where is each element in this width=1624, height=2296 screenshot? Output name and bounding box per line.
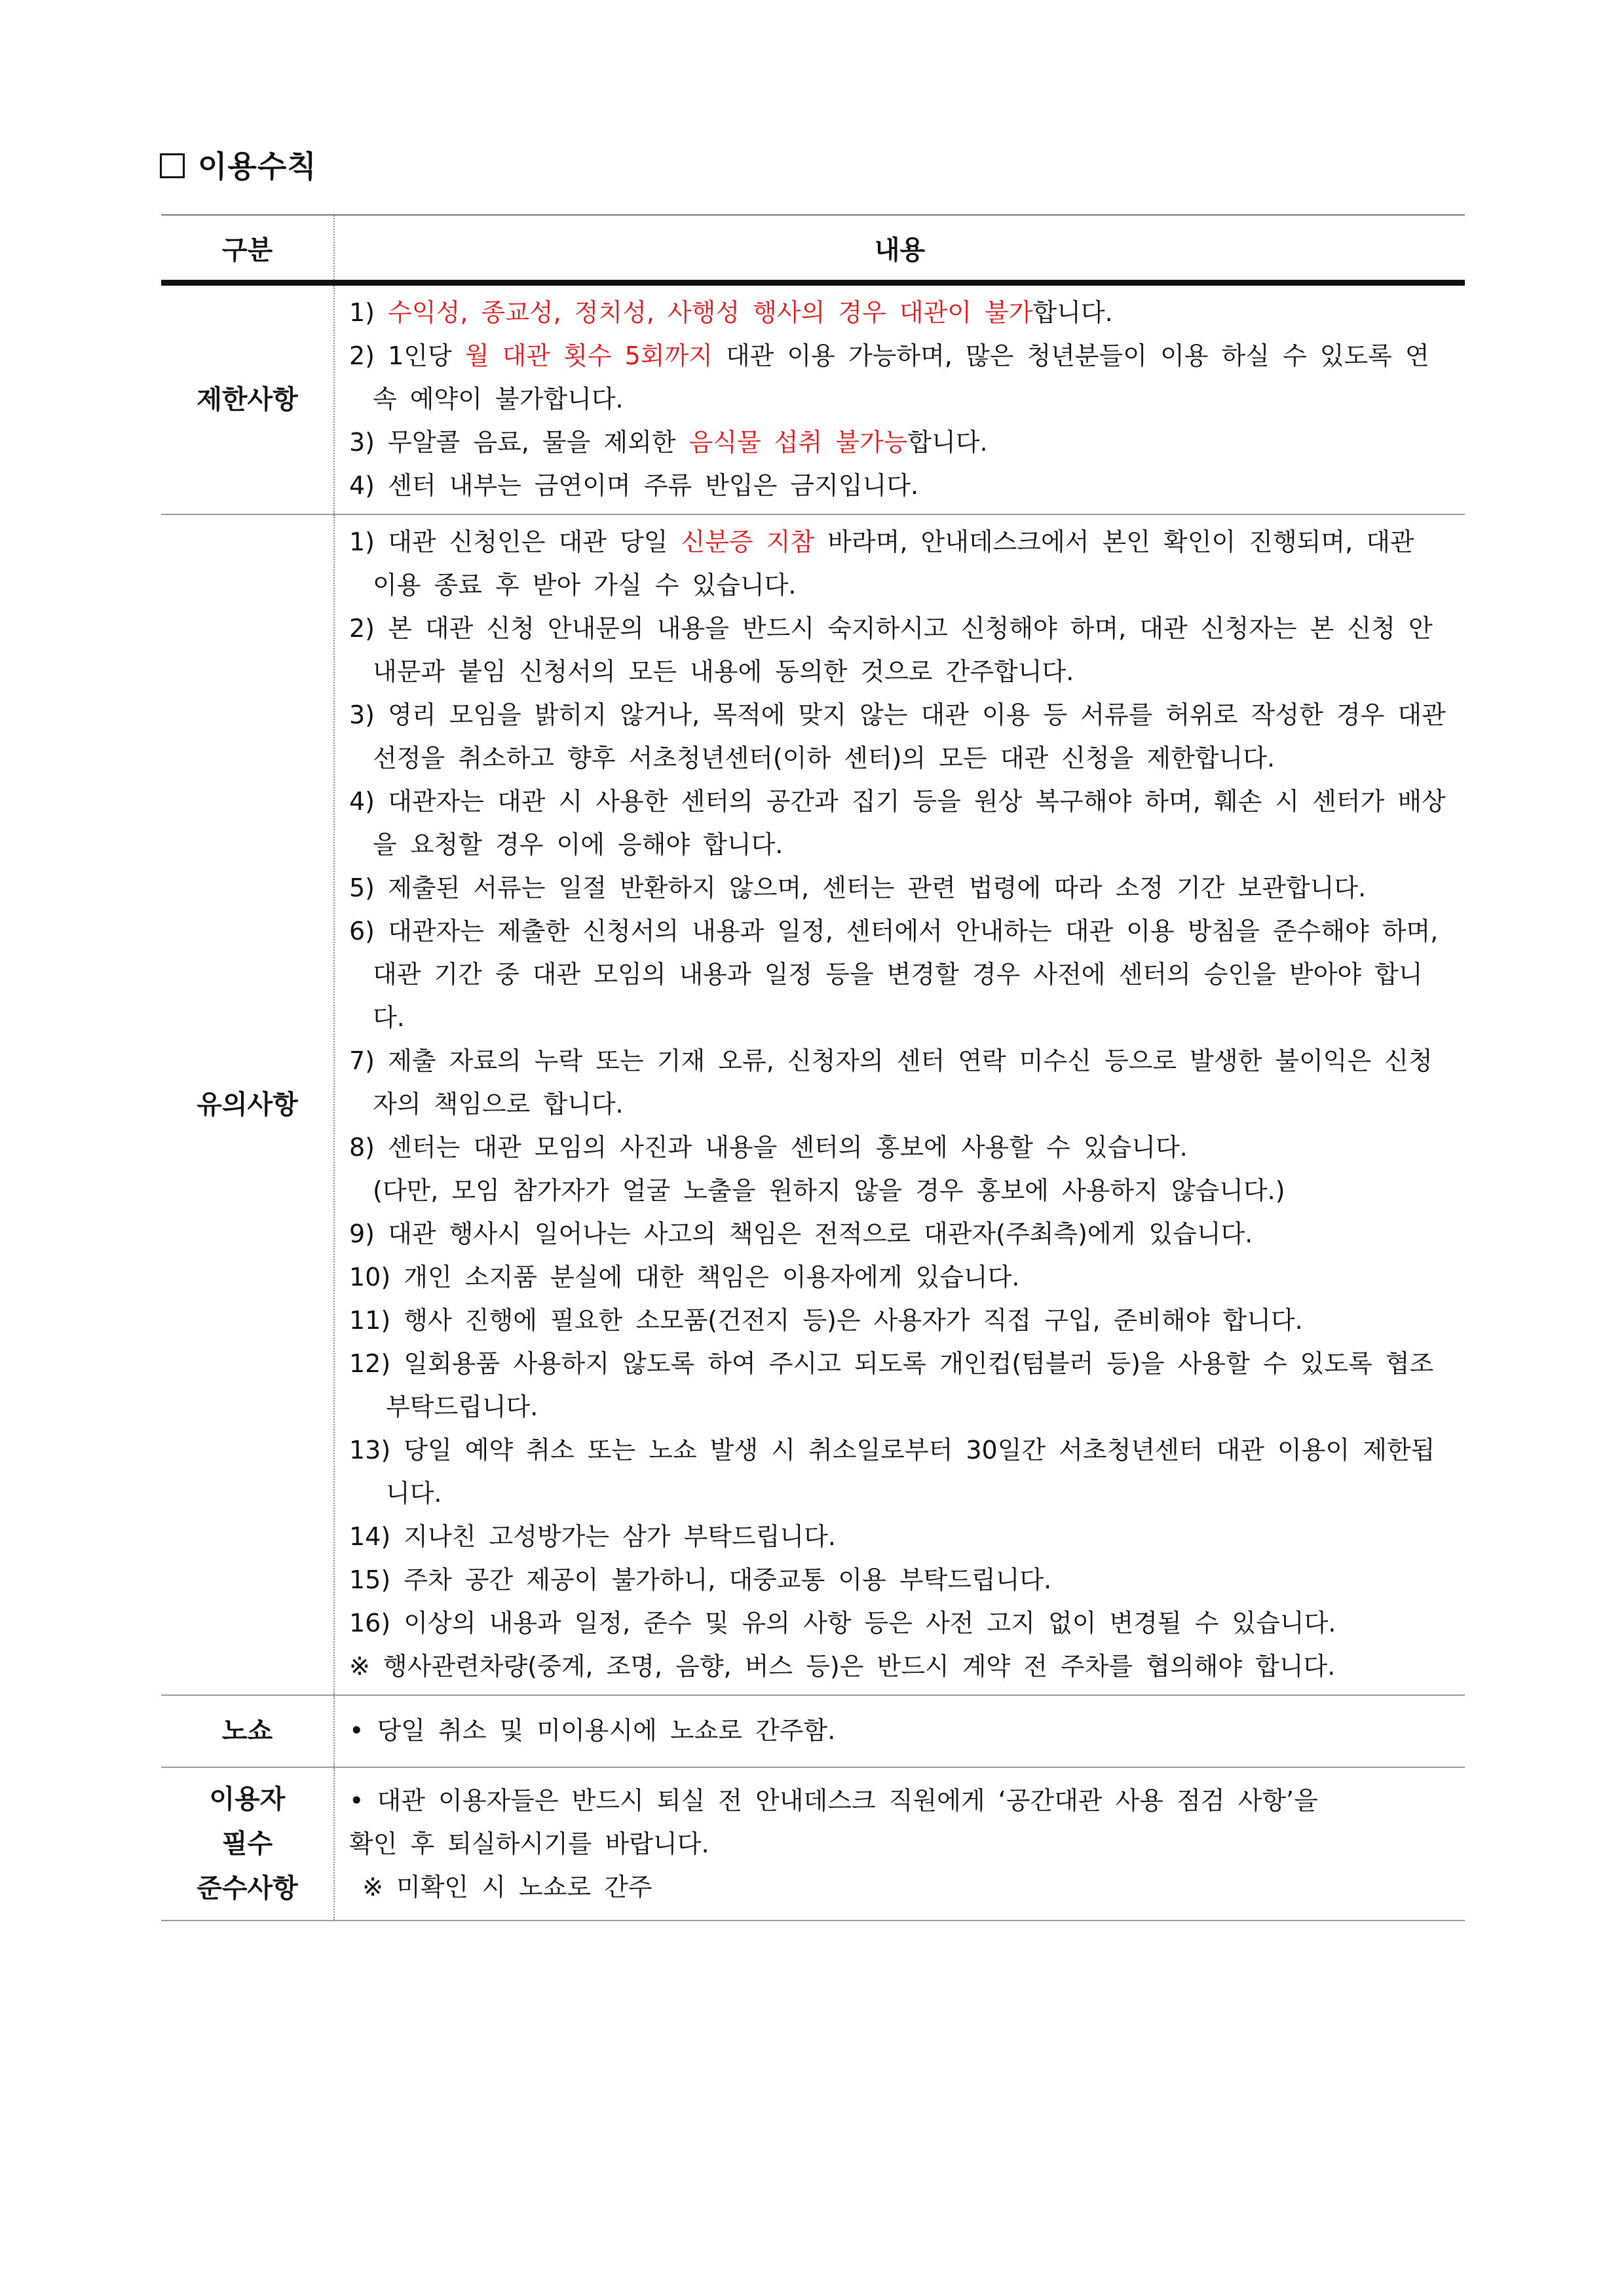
- page-title-text: 이용수칙: [198, 149, 317, 184]
- table-row-noshow: [161, 1695, 1465, 1767]
- notes-footnote: ※ 행사관련차량(중계, 조명, 음향, 버스 등)은 반드시 계약 전 주차를 협의해야 합니다.: [349, 1652, 1336, 1681]
- list-item: 16) 이상의 내용과 일정, 준수 및 유의 사항 등은 사전 고지 없이 변경될 수 있습니다.: [349, 1609, 1336, 1637]
- highlight-text: 음식물 섭취 불가능: [689, 428, 908, 457]
- restrictions-content: [334, 283, 1465, 515]
- list-item: 4) 대관자는 대관 시 사용한 센터의 공간과 집기 등을 원상 복구해야 하며, 훼손 시 센터가 배상을 요청할 경우 이에 응해야 합니다.: [349, 787, 1446, 859]
- highlight-text: 신분증 지참: [681, 527, 815, 556]
- header-content: 내용: [334, 215, 1465, 283]
- list-item: 9) 대관 행사시 일어나는 사고의 책임은 전적으로 대관자(주최측)에게 있습니다.: [349, 1219, 1253, 1248]
- list-item: 8) 센터는 대관 모임의 사진과 내용을 센터의 홍보에 사용할 수 있습니다. (다만, 모임 참가자가 얼굴 노출을 원하지 않을 경우 홍보에 사용하지 않습니다.): [349, 1133, 1285, 1205]
- category-restrictions: 제한사항: [161, 283, 334, 515]
- list-item: 11) 행사 진행에 필요한 소모품(건전지 등)은 사용자가 직접 구입, 준비해야 합니다.: [349, 1306, 1303, 1335]
- noshow-content: [334, 1695, 1465, 1767]
- list-item: 3) 무알콜 음료, 물을 제외한 음식물 섭취 불가능합니다.: [349, 428, 988, 457]
- list-item: 15) 주차 공간 제공이 불가하니, 대중교통 이용 부탁드립니다.: [349, 1565, 1052, 1594]
- list-item: 2) 1인당 월 대관 횟수 5회까지 대관 이용 가능하며, 많은 청년분들이 이용 하실 수 있도록 연속 예약이 불가합니다.: [349, 341, 1429, 413]
- table-header-row: [161, 215, 1465, 283]
- required-content: [334, 1767, 1465, 1921]
- list-item-sub: (다만, 모임 참가자가 얼굴 노출을 원하지 않을 경우 홍보에 사용하지 않습니다.): [373, 1176, 1285, 1205]
- rules-table: [161, 214, 1465, 1921]
- list-item: 5) 제출된 서류는 일절 반환하지 않으며, 센터는 관련 법령에 따라 소정 기간 보관합니다.: [349, 873, 1367, 902]
- category-required: 이용자 필수 준수사항: [161, 1767, 334, 1921]
- table-row-notes: [161, 514, 1465, 1695]
- highlight-text: 월 대관 횟수 5회까지: [464, 341, 713, 370]
- list-item: 1) 수익성, 종교성, 정치성, 사행성 행사의 경우 대관이 불가합니다.: [349, 298, 1113, 327]
- checkbox-square-icon: [160, 153, 185, 178]
- table-row-required: [161, 1767, 1465, 1921]
- list-item: 2) 본 대관 신청 안내문의 내용을 반드시 숙지하시고 신청해야 하며, 대관 신청자는 본 신청 안내문과 붙임 신청서의 모든 내용에 동의한 것으로 간주합니다.: [349, 614, 1433, 686]
- noshow-text: • 당일 취소 및 미이용시에 노쇼로 간주함.: [349, 1716, 836, 1745]
- list-item: 3) 영리 모임을 밝히지 않거나, 목적에 맞지 않는 대관 이용 등 서류를 허위로 작성한 경우 대관 선정을 취소하고 향후 서초청년센터(이하 센터)의 모든 대관 신청을 제한합니다.: [349, 700, 1446, 773]
- list-item: 7) 제출 자료의 누락 또는 기재 오류, 신청자의 센터 연락 미수신 등으로 발생한 불이익은 신청자의 책임으로 합니다.: [349, 1046, 1433, 1119]
- required-note: ※ 미확인 시 노쇼로 간주: [349, 1873, 652, 1902]
- list-item: 13) 당일 예약 취소 또는 노쇼 발생 시 취소일로부터 30일간 서초청년센터 대관 이용이 제한됩니다.: [349, 1436, 1435, 1508]
- list-item: 12) 일회용품 사용하지 않도록 하여 주시고 되도록 개인컵(텀블러 등)을 사용할 수 있도록 협조 부탁드립니다.: [349, 1349, 1434, 1421]
- list-item: 10) 개인 소지품 분실에 대한 책임은 이용자에게 있습니다.: [349, 1263, 1020, 1292]
- notes-content: [334, 514, 1465, 1695]
- required-text-line: • 대관 이용자들은 반드시 퇴실 전 안내데스크 직원에게 ‘공간대관 사용 점검 사항’을: [349, 1786, 1318, 1815]
- list-item: 14) 지나친 고성방가는 삼가 부탁드립니다.: [349, 1522, 836, 1551]
- page-title: [160, 145, 317, 187]
- highlight-text: 수익성, 종교성, 정치성, 사행성 행사의 경우 대관이 불가: [388, 298, 1033, 327]
- category-noshow: 노쇼: [161, 1695, 334, 1767]
- list-item: 4) 센터 내부는 금연이며 주류 반입은 금지입니다.: [349, 471, 919, 500]
- required-text-line: 확인 후 퇴실하시기를 바랍니다.: [349, 1829, 709, 1858]
- category-notes: 유의사항: [161, 514, 334, 1695]
- list-item: 6) 대관자는 제출한 신청서의 내용과 일정, 센터에서 안내하는 대관 이용 방침을 준수해야 하며, 대관 기간 중 대관 모임의 내용과 일정 등을 변경할 경우 사전에 센터의 승인을 받아야 합니다.: [349, 917, 1439, 1032]
- header-category: 구분: [161, 215, 334, 283]
- table-row-restrictions: [161, 283, 1465, 515]
- list-item: 1) 대관 신청인은 대관 당일 신분증 지참 바라며, 안내데스크에서 본인 확인이 진행되며, 대관 이용 종료 후 받아 가실 수 있습니다.: [349, 527, 1414, 600]
